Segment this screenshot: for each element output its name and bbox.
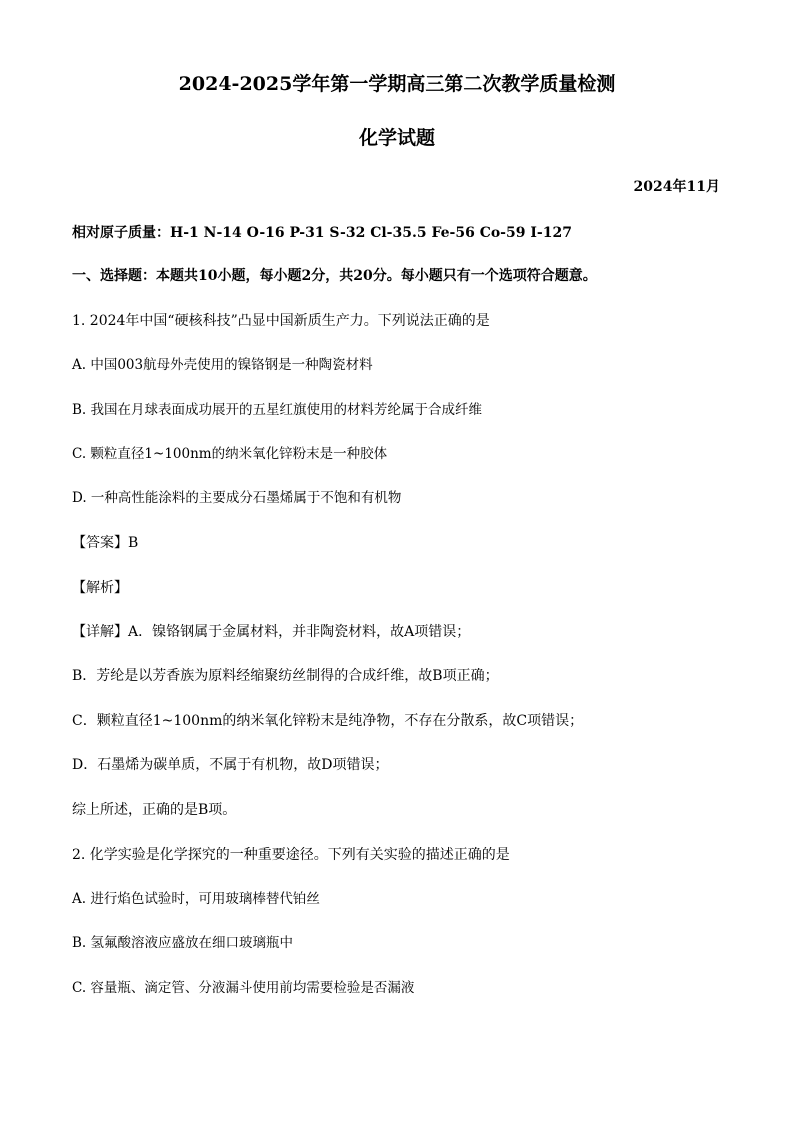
question-1-option-b: B. 我国在月球表面成功展开的五星红旗使用的材料芳纶属于合成纤维 bbox=[72, 402, 483, 418]
question-1-stem: 1. 2024年中国“硬核科技”凸显中国新质生产力。下列说法正确的是 bbox=[72, 313, 490, 329]
exam-title: 2024-2025学年第一学期高三第二次教学质量检测 bbox=[178, 73, 616, 95]
question-2-stem: 2. 化学实验是化学探究的一种重要途径。下列有关实验的描述正确的是 bbox=[72, 847, 510, 863]
question-1-option-a: A. 中国003航母外壳使用的镍铬钢是一种陶瓷材料 bbox=[72, 357, 373, 373]
question-1-option-c: C. 颗粒直径1~100nm的纳米氧化锌粉末是一种胶体 bbox=[72, 446, 388, 462]
question-1-detail-a: 【详解】A．镍铬钢属于金属材料，并非陶瓷材料，故A项错误； bbox=[72, 624, 471, 640]
section-heading: 一、选择题：本题共10小题，每小题2分，共20分。每小题只有一个选项符合题意。 bbox=[72, 268, 597, 284]
question-1-analysis-label: 【解析】 bbox=[72, 580, 128, 596]
question-2-option-b: B. 氢氟酸溶液应盛放在细口玻璃瓶中 bbox=[72, 935, 294, 951]
question-2-option-c: C. 容量瓶、滴定管、分液漏斗使用前均需要检验是否漏液 bbox=[72, 980, 415, 996]
question-1-detail-b: B．芳纶是以芳香族为原料经缩聚纺丝制得的合成纤维，故B项正确； bbox=[72, 668, 499, 684]
question-1-summary: 综上所述，正确的是B项。 bbox=[72, 802, 237, 818]
question-2-option-a: A. 进行焰色试验时，可用玻璃棒替代铂丝 bbox=[72, 891, 320, 907]
question-1-option-d: D. 一种高性能涂料的主要成分石墨烯属于不饱和有机物 bbox=[72, 490, 402, 506]
atomic-masses: 相对原子质量：H-1 N-14 O-16 P-31 S-32 Cl-35.5 Fe-56 Co-59 I-127 bbox=[72, 225, 572, 241]
question-1-detail-d: D．石墨烯为碳单质，不属于有机物，故D项错误； bbox=[72, 757, 389, 773]
exam-subject: 化学试题 bbox=[358, 127, 435, 149]
question-1-detail-c: C．颗粒直径1~100nm的纳米氧化锌粉末是纯净物，不存在分散系，故C项错误； bbox=[72, 713, 584, 729]
exam-date: 2024年11月 bbox=[633, 179, 720, 195]
question-1-answer: 【答案】B bbox=[72, 535, 139, 551]
